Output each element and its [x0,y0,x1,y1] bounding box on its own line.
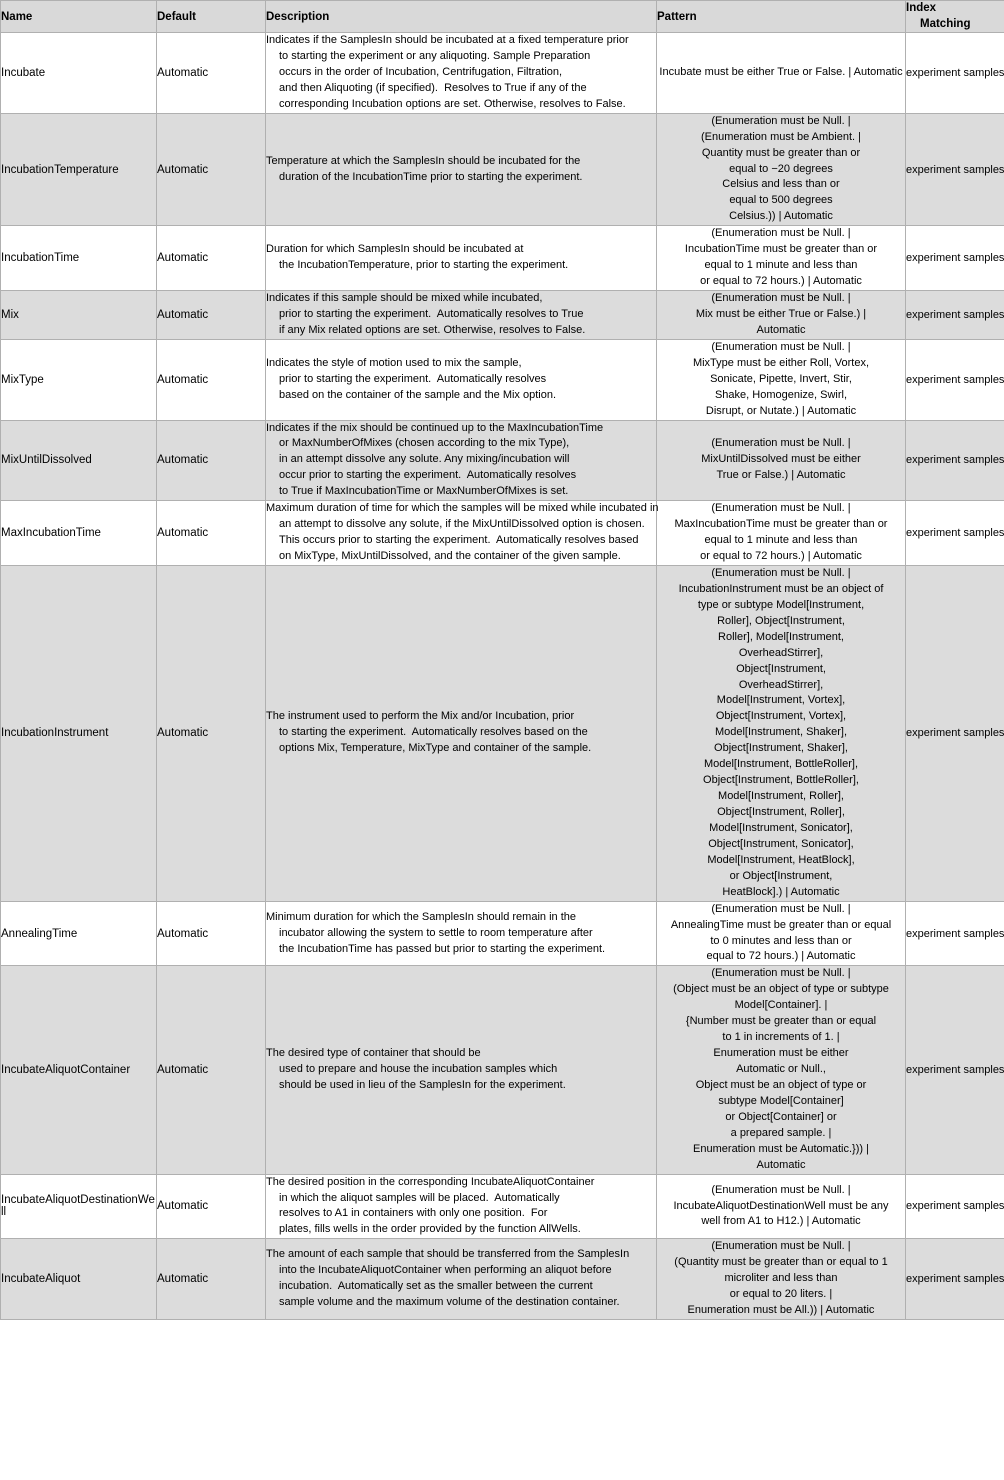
table-header [1,1,1004,33]
table-row [1,113,1004,226]
pattern-line: or equal to 72 hours.) | Automatic [700,275,862,288]
option-pattern-cell [657,565,906,901]
option-name-cell: AnnealingTime [1,901,157,966]
description-line: into the IncubateAliquotContainer when performing an aliquot before [279,1264,612,1277]
option-index-matching-cell: experiment samples [906,291,1004,340]
description-line: resolves to A1 in containers with only one position. For [279,1207,548,1220]
description-line: on MixType, MixUntilDissolved, and the container of the given sample. [279,550,621,563]
pattern-line: Enumeration must be All.)) | Automatic [687,1304,875,1317]
pattern-line: a prepared sample. | [730,1126,832,1139]
table-row [1,565,1004,901]
option-index-matching-cell: experiment samples [906,339,1004,420]
pattern-line: Shake, Homogenize, Swirl, [714,388,848,401]
description-line: in which the aliquot samples will be placed. Automatically [279,1191,560,1204]
pattern-line: to 0 minutes and less than or [710,934,852,947]
option-pattern-cell [657,901,906,966]
option-name-cell: MaxIncubationTime [1,501,157,566]
pattern-line: Automatic [756,323,806,336]
pattern-line: Model[Instrument, Shaker], [714,726,848,739]
pattern-line: or Object[Instrument, [729,869,833,882]
option-pattern-cell [657,966,906,1174]
pattern-line: Mix must be either True or False.) | [695,307,867,320]
description-line: should be used in lieu of the SamplesIn for the experiment. [279,1078,566,1091]
pattern-line: Object must be an object of type or [695,1078,867,1091]
description-line: occur prior to starting the experiment. Automatically resolves [279,469,577,482]
pattern-line: {Number must be greater than or equal [685,1015,877,1028]
pattern-line: IncubateAliquotDestinationWell must be any [673,1199,889,1212]
option-description-cell [266,966,657,1174]
option-name-cell: IncubateAliquot [1,1239,157,1320]
table-row [1,33,1004,114]
option-pattern-cell [657,339,906,420]
pattern-line: Model[Instrument, Vortex], [716,694,846,707]
option-description-cell [266,291,657,340]
description-line: Temperature at which the SamplesIn should be incubated for the [266,154,581,167]
pattern-line: Disrupt, or Nutate.) | Automatic [705,404,857,417]
option-description-cell [266,501,657,566]
pattern-line: Object[Instrument, BottleRoller], [703,774,859,787]
table-row [1,901,1004,966]
description-line: in an attempt dissolve any solute. Any mixing/incubation will [279,453,570,466]
pattern-line: Celsius and less than or [722,178,840,191]
option-name-cell: IncubationTime [1,226,157,291]
description-line: and then Aliquoting (if specified). Resolves to True if any of the [279,81,587,94]
pattern-line: or equal to 20 liters. | [729,1288,833,1301]
option-name-cell: IncubationInstrument [1,565,157,901]
column-header-pattern: Pattern [657,1,906,33]
description-line: Indicates the style of motion used to mix the sample, [266,356,522,369]
pattern-line: (Enumeration must be Ambient. | [701,130,861,143]
description-line: plates, fills wells in the order provided by the function AllWells. [279,1223,581,1236]
pattern-line: well from A1 to H12.) | Automatic [701,1215,861,1228]
pattern-line: OverheadStirrer], [738,678,824,691]
option-pattern-cell [657,226,906,291]
option-description-cell [266,565,657,901]
option-description-cell [266,901,657,966]
pattern-line: Model[Container]. | [734,999,828,1012]
pattern-line: Object[Instrument, [736,662,826,675]
option-name-cell: IncubationTemperature [1,113,157,226]
pattern-line: MixUntilDissolved must be either [701,453,861,466]
description-line: or MaxNumberOfMixes (chosen according to the mix Type), [279,437,570,450]
pattern-line: (Enumeration must be Null. | [711,340,851,353]
pattern-line: Model[Instrument, HeatBlock], [707,853,855,866]
description-line: The amount of each sample that should be transferred from the SamplesIn [266,1248,630,1261]
pattern-line: type or subtype Model[Instrument, [697,598,865,611]
description-line: This occurs prior to starting the experiment. Automatically resolves based [279,534,639,547]
option-index-matching-cell: experiment samples [906,501,1004,566]
option-default-cell: Automatic [157,501,266,566]
option-name-cell: IncubateAliquotContainer [1,966,157,1174]
option-pattern-cell [657,291,906,340]
description-line: Duration for which SamplesIn should be incubated at [266,243,524,256]
table-row [1,420,1004,501]
pattern-line: Roller], Model[Instrument, [718,630,844,643]
description-line: to starting the experiment or any aliquoting. Sample Preparation [279,49,591,62]
description-line: to starting the experiment. Automatically resolves based on the [279,726,588,739]
option-index-matching-cell: experiment samples [906,966,1004,1174]
description-line: based on the container of the sample and the Mix option. [279,388,557,401]
option-default-cell: Automatic [157,291,266,340]
option-index-matching-cell: experiment samples [906,113,1004,226]
pattern-line: Sonicate, Pipette, Invert, Stir, [710,372,852,385]
option-default-cell: Automatic [157,33,266,114]
pattern-line: (Enumeration must be Null. | [711,437,851,450]
description-line: the IncubationTemperature, prior to starting the experiment. [279,259,569,272]
pattern-line: or equal to 72 hours.) | Automatic [700,550,862,563]
table-row [1,966,1004,1174]
option-default-cell: Automatic [157,113,266,226]
option-pattern-cell [657,113,906,226]
description-line: occurs in the order of Incubation, Centrifugation, Filtration, [279,65,563,78]
option-index-matching-cell: experiment samples [906,1174,1004,1239]
column-header-description: Description [266,1,657,33]
pattern-line: Model[Instrument, Roller], [718,790,844,803]
pattern-line: (Object must be an object of type or subtype [673,983,889,996]
option-name-cell: Mix [1,291,157,340]
table-row [1,1239,1004,1320]
option-default-cell: Automatic [157,565,266,901]
option-description-cell [266,33,657,114]
description-line: options Mix, Temperature, MixType and container of the sample. [279,742,592,755]
pattern-line: or Object[Container] or [725,1110,837,1123]
option-index-matching-cell: experiment samples [906,33,1004,114]
pattern-line: Model[Instrument, Sonicator], [709,821,853,834]
table-row [1,226,1004,291]
column-header-index-line1: Index [906,2,937,14]
pattern-line: Object[Instrument, Sonicator], [708,837,854,850]
pattern-line: OverheadStirrer], [738,646,824,659]
option-index-matching-cell: experiment samples [906,226,1004,291]
pattern-line: HeatBlock].) | Automatic [722,885,840,898]
table-row [1,501,1004,566]
pattern-line: Object[Instrument, Roller], [717,806,845,819]
option-default-cell: Automatic [157,901,266,966]
option-index-matching-cell: experiment samples [906,901,1004,966]
description-line: the IncubationTime has passed but prior to starting the experiment. [279,942,606,955]
option-index-matching-cell: experiment samples [906,565,1004,901]
pattern-line: (Enumeration must be Null. | [711,114,851,127]
option-description-cell [266,339,657,420]
description-line: prior to starting the experiment. Automatically resolves to True [279,307,584,320]
description-line: if any Mix related options are set. Otherwise, resolves to False. [279,323,586,336]
option-default-cell: Automatic [157,966,266,1174]
pattern-line: MaxIncubationTime must be greater than or [674,518,888,531]
pattern-line: equal to 500 degrees [729,194,833,207]
option-name-cell: MixType [1,339,157,420]
description-line: an attempt to dissolve any solute, if the MixUntilDissolved option is chosen. [279,518,645,531]
description-line: Maximum duration of time for which the samples will be mixed while incubated in [266,502,659,515]
option-index-matching-cell: experiment samples [906,1239,1004,1320]
option-default-cell: Automatic [157,339,266,420]
column-header-index-line2: Matching [920,17,971,30]
pattern-line: (Enumeration must be Null. | [711,566,851,579]
description-line: used to prepare and house the incubation samples which [279,1063,558,1076]
table-header-row [1,1,1004,33]
option-name-cell: MixUntilDissolved [1,420,157,501]
table-row [1,1174,1004,1239]
table-row [1,339,1004,420]
description-line: duration of the IncubationTime prior to starting the experiment. [279,170,583,183]
description-line: The desired type of container that should be [266,1047,481,1060]
description-line: corresponding Incubation options are set. Otherwise, resolves to False. [279,97,626,110]
pattern-line: (Enumeration must be Null. | [711,1183,851,1196]
pattern-line: Automatic or Null., [736,1063,826,1076]
description-line: incubation. Automatically set as the smaller between the current [279,1280,593,1293]
description-line: Indicates if this sample should be mixed while incubated, [266,292,543,305]
pattern-line: IncubationInstrument must be an object of [678,582,884,595]
pattern-line: (Enumeration must be Null. | [711,227,851,240]
option-default-cell: Automatic [157,226,266,291]
pattern-line: Enumeration must be Automatic.})) | [693,1142,869,1155]
pattern-line: Enumeration must be either [713,1047,849,1060]
pattern-line: Quantity must be greater than or [701,146,861,159]
pattern-line: Incubate must be either True or False. | Automatic [659,65,903,78]
option-pattern-cell [657,501,906,566]
option-default-cell: Automatic [157,420,266,501]
option-description-cell [266,113,657,226]
option-description-cell [266,1174,657,1239]
option-default-cell: Automatic [157,1239,266,1320]
option-name-cell: IncubateAliquotDestinationWell [1,1174,157,1239]
pattern-line: equal to −20 degrees [729,162,833,175]
pattern-line: Model[Instrument, BottleRoller], [703,758,859,771]
pattern-line: (Enumeration must be Null. | [711,902,851,915]
pattern-line: microliter and less than [724,1272,838,1285]
table-body [1,33,1004,1320]
description-line: The desired position in the corresponding IncubateAliquotContainer [266,1175,595,1188]
pattern-line: (Enumeration must be Null. | [711,292,851,305]
description-line: Indicates if the mix should be continued up to the MaxIncubationTime [266,421,604,434]
description-line: Minimum duration for which the SamplesIn should remain in the [266,910,576,923]
pattern-line: (Quantity must be greater than or equal to 1 [674,1256,888,1269]
column-header-name: Name [1,1,157,33]
pattern-line: subtype Model[Container] [718,1094,844,1107]
description-line: sample volume and the maximum volume of the destination container. [279,1296,620,1309]
option-index-matching-cell: experiment samples [906,420,1004,501]
pattern-line: Object[Instrument, Vortex], [715,710,847,723]
pattern-line: MixType must be either Roll, Vortex, [692,356,870,369]
option-description-cell [266,226,657,291]
pattern-line: Roller], Object[Instrument, [717,614,845,627]
pattern-line: equal to 72 hours.) | Automatic [706,950,856,963]
pattern-line: to 1 in increments of 1. | [722,1031,840,1044]
description-line: to True if MaxIncubationTime or MaxNumberOfMixes is set. [279,485,569,498]
pattern-line: AnnealingTime must be greater than or equal [670,918,892,931]
pattern-line: IncubationTime must be greater than or [684,243,878,256]
pattern-line: equal to 1 minute and less than [704,259,858,272]
option-pattern-cell [657,420,906,501]
option-description-cell [266,420,657,501]
option-pattern-cell [657,1174,906,1239]
column-header-index-matching [906,1,1004,33]
description-line: Indicates if the SamplesIn should be incubated at a fixed temperature prior [266,34,629,47]
pattern-line: (Enumeration must be Null. | [711,967,851,980]
pattern-line: Object[Instrument, Shaker], [714,742,848,755]
option-default-cell: Automatic [157,1174,266,1239]
pattern-line: equal to 1 minute and less than [704,534,858,547]
option-pattern-cell [657,1239,906,1320]
option-name-cell: Incubate [1,33,157,114]
option-description-cell [266,1239,657,1320]
description-line: The instrument used to perform the Mix and/or Incubation, prior [266,710,575,723]
description-line: prior to starting the experiment. Automatically resolves [279,372,547,385]
pattern-line: Celsius.)) | Automatic [729,210,833,223]
pattern-line: True or False.) | Automatic [716,469,846,482]
description-line: incubator allowing the system to settle to room temperature after [279,926,593,939]
option-pattern-cell [657,33,906,114]
pattern-line: Automatic [756,1158,806,1171]
pattern-line: (Enumeration must be Null. | [711,1240,851,1253]
table-row [1,291,1004,340]
column-header-default: Default [157,1,266,33]
pattern-line: (Enumeration must be Null. | [711,502,851,515]
